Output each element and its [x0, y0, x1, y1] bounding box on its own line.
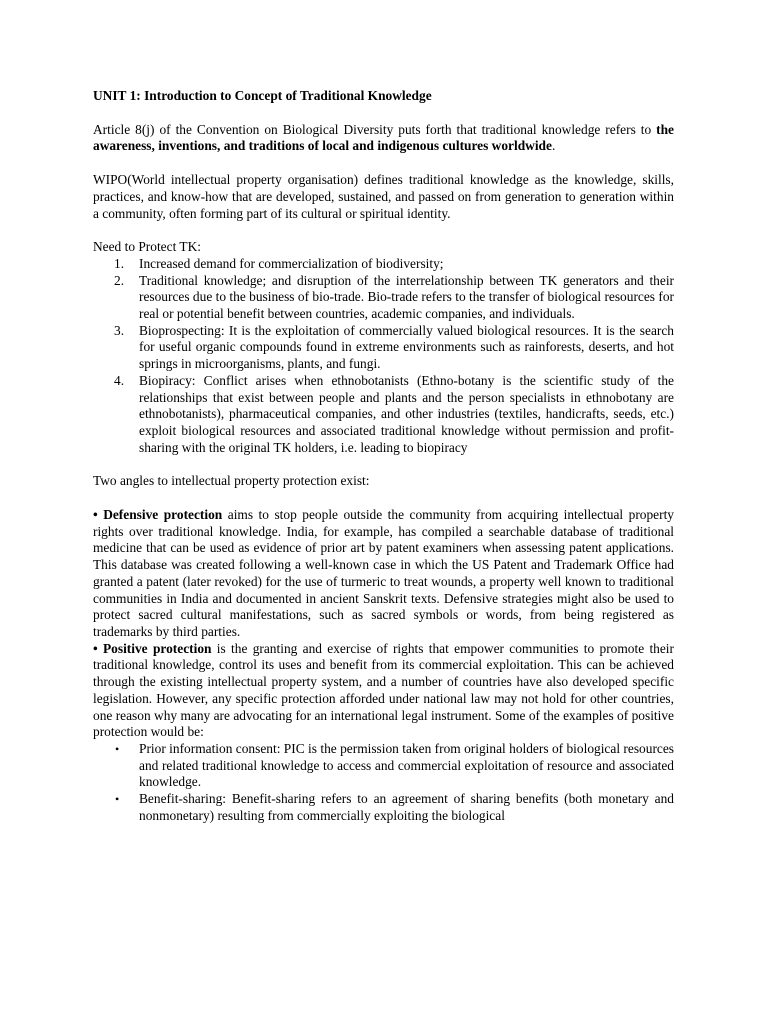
- positive-paragraph: [93, 641, 674, 741]
- list-number: 2.: [114, 272, 125, 288]
- list-item: [93, 741, 674, 791]
- list-text: Traditional knowledge; and disruption of the interrelationship between TK generators and their resources due to the business of bio-trade. Bio-trade refers to the transfer of biological resources for real or potential benefit between countries, academic companies, and individuals.: [139, 272, 674, 322]
- article-paragraph: [93, 122, 674, 155]
- need-title: Need to Protect TK:: [93, 239, 201, 255]
- list-text: Bioprospecting: It is the exploitation of commercially valued biological resources. It is the search for useful organic compounds found in extreme environments such as rainforests, deserts, and hot springs in microorganisms, plants, and fungi.: [139, 322, 674, 372]
- article-lead: Article 8(j) of the Convention on Biological Diversity puts forth that traditional knowledge refers to: [93, 121, 657, 137]
- defensive-paragraph: [93, 507, 674, 641]
- list-number: 1.: [114, 255, 125, 271]
- list-text: Biopiracy: Conflict arises when ethnobotanists (Ethno-botany is the scientific study of the relationships that exist between people and plants and the person specialists in ethnobotany are ethnobotanists), pharmaceutical companies, and other industries (textiles, handicrafts, seeds, etc.) exploit biological resources and associated traditional knowledge without permission and profit-sharing with the original TK holders, i.e. leading to biopiracy: [139, 372, 674, 455]
- unit-heading: UNIT 1: Introduction to Concept of Traditional Knowledge: [93, 88, 432, 103]
- need-list: [93, 256, 674, 456]
- list-item: [93, 791, 674, 824]
- examples-list: [93, 741, 674, 825]
- bullet-icon: •: [115, 741, 120, 756]
- bullet-icon: •: [115, 792, 120, 807]
- list-text: Prior information consent: PIC is the permission taken from original holders of biological resources and related traditional knowledge to access and commercial exploitation of resource and associated knowledge.: [139, 740, 674, 790]
- wipo-paragraph: WIPO(World intellectual property organisation) defines traditional knowledge as the knowledge, skills, practices, and know-how that are developed, sustained, and passed on from generation to generation within a community, often forming part of its cultural or spiritual identity.: [93, 172, 674, 221]
- list-item: [93, 323, 674, 373]
- defensive-text: aims to stop people outside the community from acquiring intellectual property rights over traditional knowledge. India, for example, has compiled a searchable database of traditional medicine that can be used as evidence of prior art by patent examiners when assessing patent applications. This database was created following a well-known case in which the US Patent and Trademark Office had granted a patent (later revoked) for the use of turmeric to treat wounds, a property well known to traditional communities in India and documented in ancient Sanskrit texts. Defensive strategies might also be used to protect sacred cultural manifestations, such as sacred symbols or words, from being registered as trademarks by third parties.: [93, 507, 674, 639]
- positive-text: is the granting and exercise of rights that empower communities to promote their traditional knowledge, control its uses and benefit from its commercial exploitation. This can be achieved through the existing intellectual property system, and a number of countries have also developed specific legislation. However, any specific protection afforded under national law may not hold for other countries, one reason why many are advocating for an international legal instrument. Some of the examples of positive protection would be:: [93, 640, 674, 740]
- article-bold: the awareness, inventions, and traditions of local and indigenous cultures worldwide: [93, 121, 674, 154]
- list-item: [93, 256, 674, 273]
- list-item: [93, 373, 674, 457]
- angles-paragraph: Two angles to intellectual property protection exist:: [93, 473, 370, 489]
- list-item: [93, 273, 674, 323]
- list-number: 4.: [114, 372, 125, 388]
- positive-label: • Positive protection: [93, 640, 212, 656]
- list-number: 3.: [114, 322, 125, 338]
- article-tail: .: [551, 138, 556, 154]
- defensive-label: • Defensive protection: [93, 507, 223, 523]
- list-text: Increased demand for commercialization of biodiversity;: [139, 255, 444, 271]
- document-page: [93, 88, 674, 824]
- list-text: Benefit-sharing: Benefit-sharing refers to an agreement of sharing benefits (both monetary and nonmonetary) resulting from commercially exploiting the biological: [139, 791, 674, 823]
